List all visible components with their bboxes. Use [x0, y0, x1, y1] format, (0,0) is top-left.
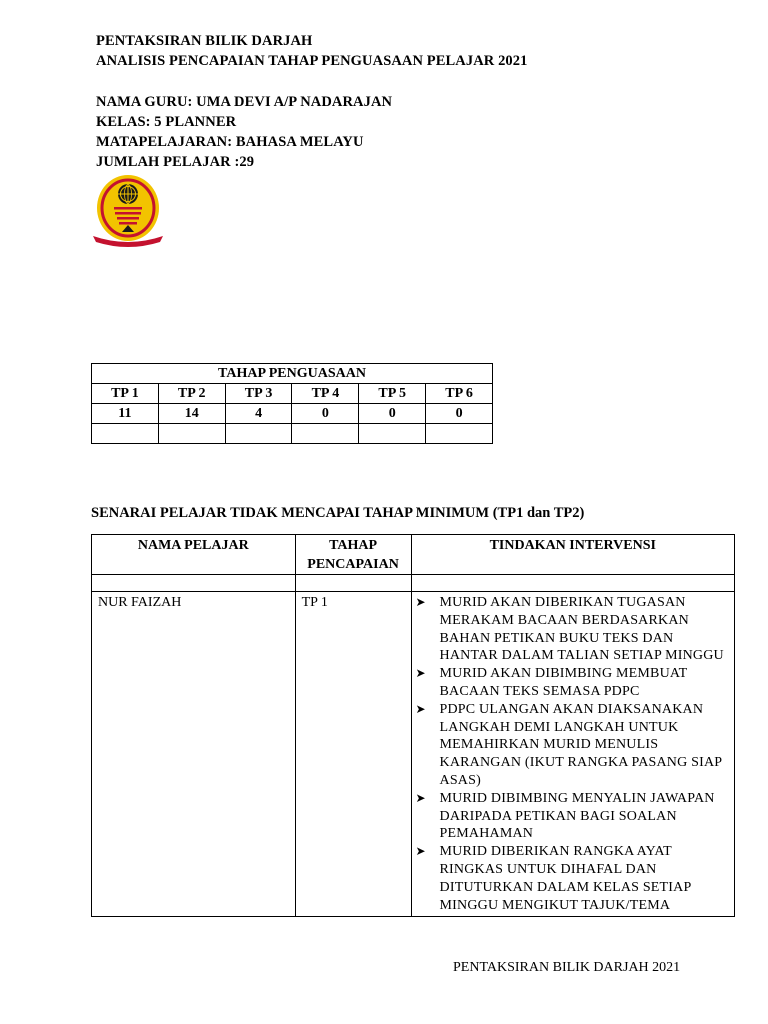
intervention-text: MURID DIBERIKAN RANGKA AYAT RINGKAS UNTUK DIHAFAL DAN DITUTURKAN DALAM KELAS SETIAP MINGGU MENGIKUT TAJUK/TEMA	[439, 844, 691, 913]
arrow-bullet-icon: ➤	[415, 790, 426, 805]
empty-cell	[225, 424, 292, 444]
school-crest-logo	[90, 172, 168, 250]
col-header-tp-line1: TAHAP	[329, 538, 378, 553]
tp-header: TP 6	[426, 384, 493, 404]
intervention-text: MURID DIBIMBING MENYALIN JAWAPAN DARIPADA PETIKAN BAGI SOALAN PEMAHAMAN	[439, 790, 715, 842]
arrow-bullet-icon: ➤	[415, 844, 426, 859]
intervention-list	[412, 592, 734, 916]
list-item	[415, 665, 730, 701]
list-item	[415, 843, 730, 914]
empty-cell	[92, 424, 159, 444]
tp-value: 14	[158, 404, 225, 424]
tp-header: TP 1	[92, 384, 159, 404]
empty-cell	[292, 424, 359, 444]
section-title: SENARAI PELAJAR TIDAK MENCAPAI TAHAP MINIMUM (TP1 dan TP2)	[91, 505, 585, 521]
doc-title: PENTAKSIRAN BILIK DARJAH	[96, 33, 313, 49]
tp-header: TP 4	[292, 384, 359, 404]
tp-header: TP 3	[225, 384, 292, 404]
tp-header: TP 5	[359, 384, 426, 404]
empty-cell	[411, 575, 734, 592]
mastery-table-title: TAHAP PENGUASAAN	[92, 364, 493, 384]
col-header-name: NAMA PELAJAR	[92, 535, 296, 575]
student-count: JUMLAH PELAJAR :29	[96, 154, 255, 170]
empty-cell	[158, 424, 225, 444]
intervention-list-cell	[411, 592, 734, 917]
subject-name: MATAPELAJARAN: BAHASA MELAYU	[96, 134, 364, 150]
intervention-table	[91, 534, 735, 917]
empty-cell	[295, 575, 411, 592]
col-header-action: TINDAKAN INTERVENSI	[411, 535, 734, 575]
arrow-bullet-icon: ➤	[415, 701, 426, 716]
tp-value: 0	[426, 404, 493, 424]
intervention-text: MURID AKAN DIBERIKAN TUGASAN MERAKAM BACAAN BERDASARKAN BAHAN PETIKAN BUKU TEKS DAN HANTAR DALAM TALIAN SETIAP MINGGU	[439, 595, 724, 664]
empty-cell	[426, 424, 493, 444]
student-name: NUR FAIZAH	[92, 592, 296, 917]
class-name: KELAS: 5 PLANNER	[96, 114, 237, 130]
list-item	[415, 790, 730, 843]
page-footer: PENTAKSIRAN BILIK DARJAH 2021	[453, 960, 681, 975]
doc-subtitle: ANALISIS PENCAPAIAN TAHAP PENGUASAAN PELAJAR 2021	[96, 53, 528, 69]
col-header-tp-line2: PENCAPAIAN	[307, 557, 399, 572]
tp-header: TP 2	[158, 384, 225, 404]
intervention-text: PDPC ULANGAN AKAN DIAKSANAKAN LANGKAH DEMI LANGKAH UNTUK MEMAHIRKAN MURID MENULIS KARANGAN (IKUT RANGKA PASANG SIAP ASAS)	[439, 701, 722, 788]
empty-cell	[92, 575, 296, 592]
list-item	[415, 594, 730, 665]
student-tp: TP 1	[295, 592, 411, 917]
list-item	[415, 701, 730, 790]
mastery-level-table	[91, 363, 493, 444]
col-header-tp	[295, 535, 411, 575]
tp-value: 11	[92, 404, 159, 424]
arrow-bullet-icon: ➤	[415, 595, 426, 609]
teacher-name: NAMA GURU: UMA DEVI A/P NADARAJAN	[96, 94, 393, 110]
tp-value: 0	[292, 404, 359, 424]
arrow-bullet-icon: ➤	[415, 666, 426, 681]
table-row	[92, 592, 735, 917]
intervention-text: MURID AKAN DIBIMBING MEMBUAT BACAAN TEKS SEMASA PDPC	[439, 666, 688, 699]
tp-value: 4	[225, 404, 292, 424]
empty-cell	[359, 424, 426, 444]
tp-value: 0	[359, 404, 426, 424]
